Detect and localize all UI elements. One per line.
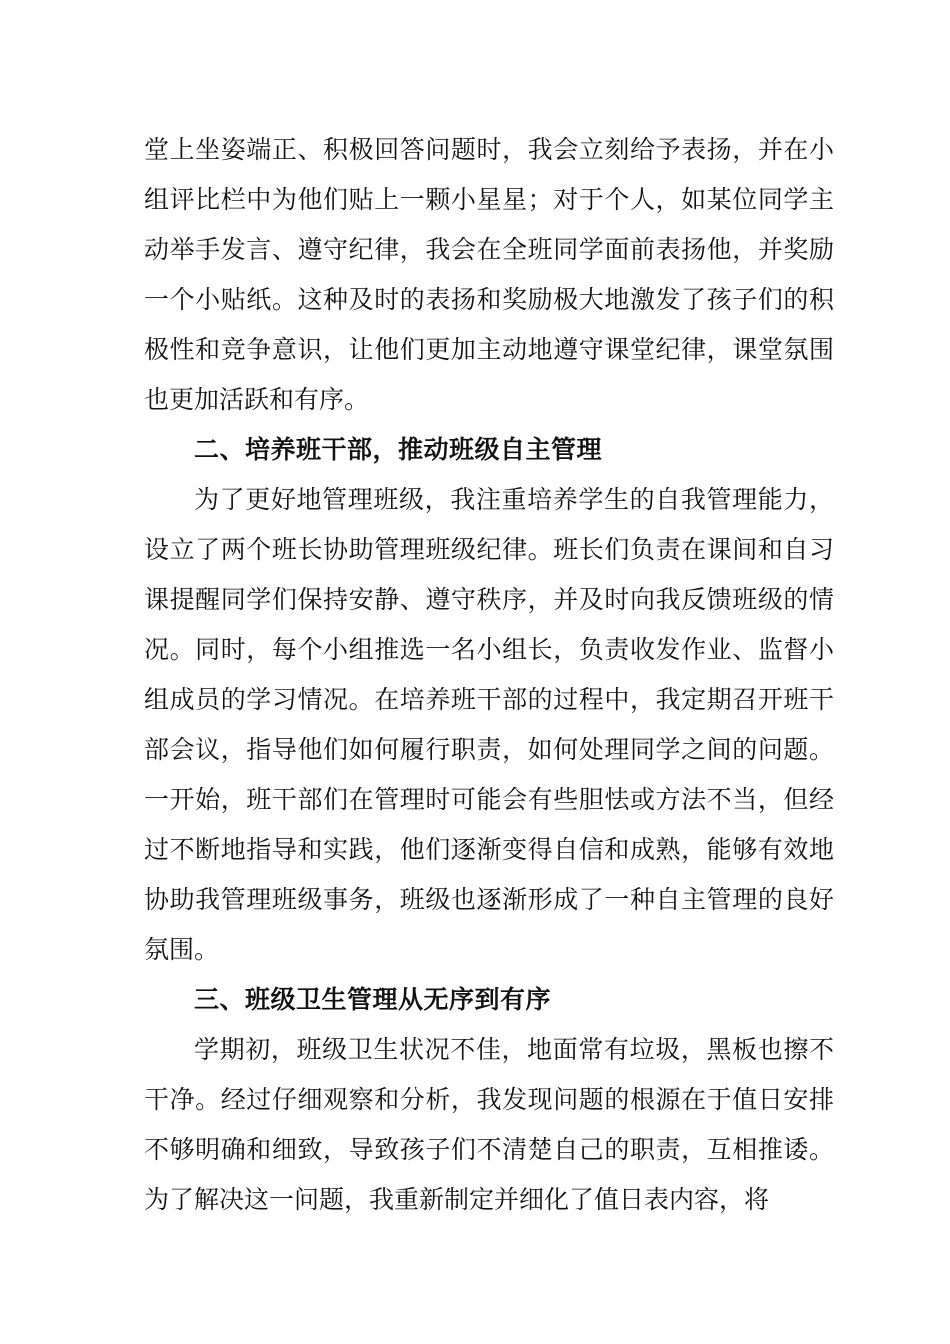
body-paragraph-class-cadres: 为了更好地管理班级，我注重培养学生的自我管理能力，设立了两个班长协助管理班级纪律。班长们负责在课间和自习课提醒同学们保持安静、遵守秩序，并及时向我反馈班级的情况。同时，每个小组推选一名小组长，负责收发作业、监督小组成员的学习情况。在培养班干部的过程中，我定期召开班干部会议，指导他们如何履行职责，如何处理同学之间的问题。一开始，班干部们在管理时可能会有些胆怯或方法不当，但经过不断地指导和实践，他们逐渐变得自信和成熟，能够有效地协助我管理班级事务，班级也逐渐形成了一种自主管理的良好氛围。	[144, 485, 834, 964]
body-paragraph-praise: 堂上坐姿端正、积极回答问题时，我会立刻给予表扬，并在小组评比栏中为他们贴上一颗小星星；对于个人，如某位同学主动举手发言、遵守纪律，我会在全班同学面前表扬他，并奖励一个小贴纸。这种及时的表扬和奖励极大地激发了孩子们的积极性和竞争意识，让他们更加主动地遵守课堂纪律，课堂氛围也更加活跃和有序。	[144, 135, 834, 414]
section-heading-class-cadres: 二、培养班干部，推动班级自主管理	[194, 435, 603, 464]
document-page	[144, 125, 834, 1225]
section-heading-hygiene: 三、班级卫生管理从无序到有序	[194, 985, 552, 1014]
body-paragraph-hygiene: 学期初，班级卫生状况不佳，地面常有垃圾，黑板也擦不干净。经过仔细观察和分析，我发现问题的根源在于值日安排不够明确和细致，导致孩子们不清楚自己的职责，互相推诿。为了解决这一问题，我重新制定并细化了值日表内容，将	[144, 1035, 834, 1214]
